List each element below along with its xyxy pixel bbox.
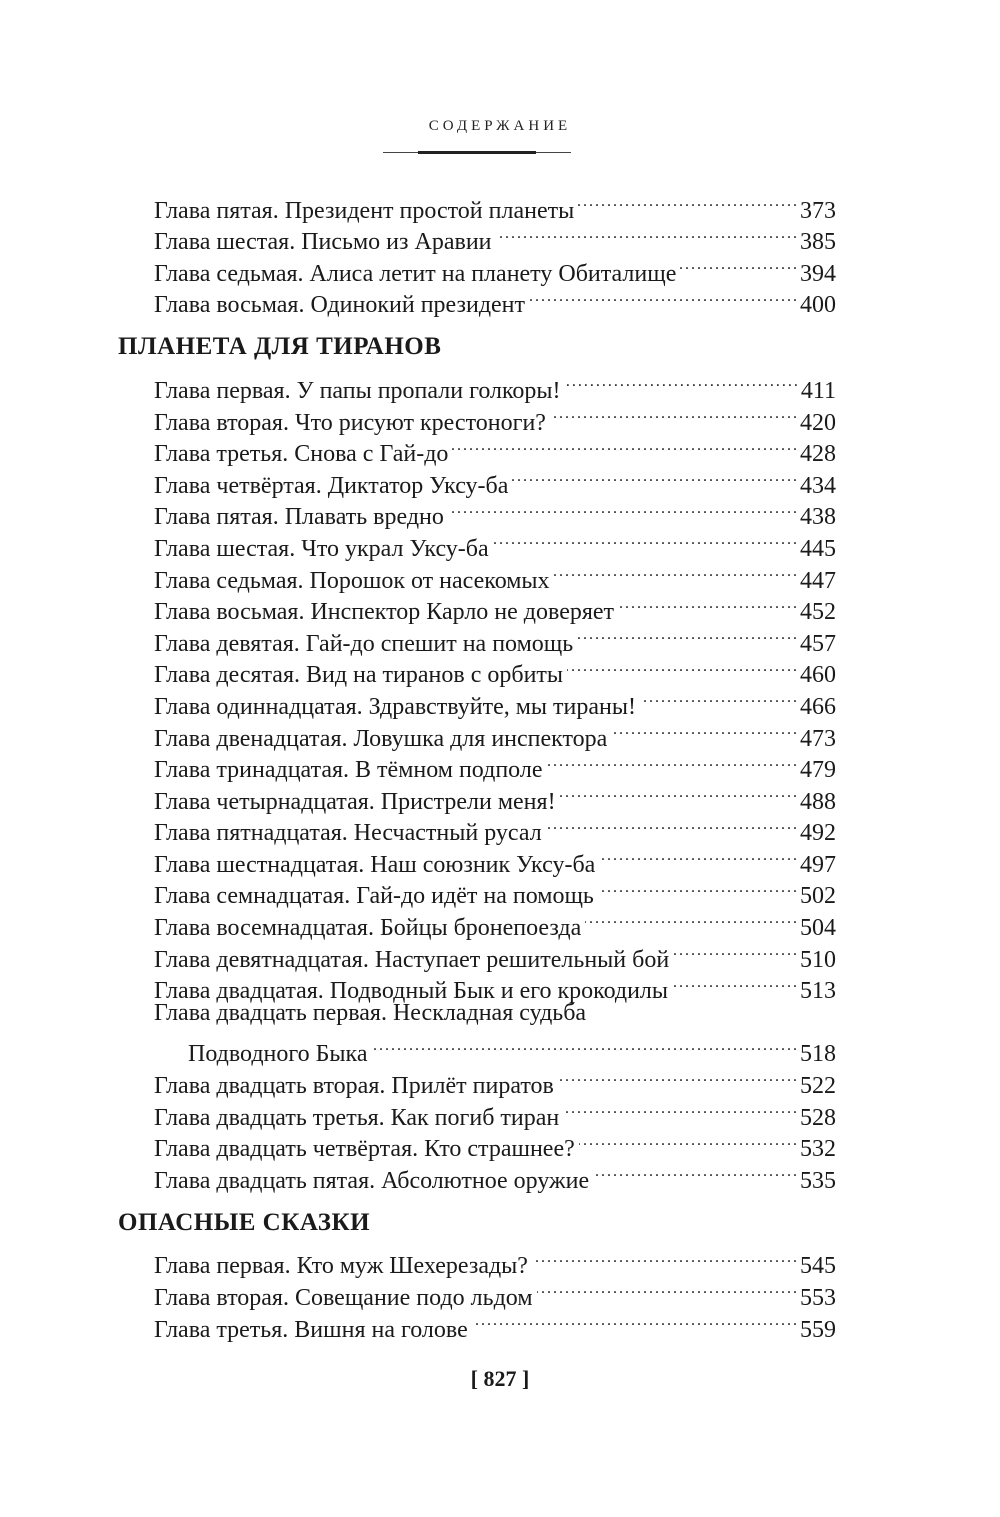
toc-entry-title: Глава двенадцатая. Ловушка для инспектора: [154, 725, 608, 752]
toc-entry-title: Глава двадцать третья. Как погиб тиран: [154, 1104, 560, 1131]
toc-entry-page: 438: [800, 504, 836, 531]
toc-entry-title: Глава шестнадцатая. Наш союзник Уксу-ба: [154, 851, 596, 878]
toc-entry-title: Глава восьмая. Инспектор Карло не доверяет: [154, 599, 615, 626]
toc-entry-page: 545: [800, 1253, 836, 1280]
dot-leader: [546, 809, 796, 841]
toc-entry-title: Глава четырнадцатая. Пристрели меня!: [154, 788, 556, 815]
dot-leader: [565, 366, 797, 398]
table-of-contents: [118, 186, 836, 1343]
dot-leader: [546, 746, 796, 778]
toc-entry-page: 479: [800, 757, 836, 784]
dot-leader: [560, 777, 796, 809]
toc-entry-page: 504: [800, 915, 836, 942]
toc-entry-page: 488: [800, 788, 836, 815]
header-divider-accent: [418, 151, 536, 154]
toc-entry-title: Глава двадцать вторая. Прилёт пиратов: [154, 1073, 554, 1100]
toc-entry[interactable]: [118, 1242, 836, 1280]
dot-leader: [577, 619, 796, 651]
toc-entry-title: Глава восемнадцатая. Бойцы бронепоезда: [154, 915, 582, 942]
dot-leader: [618, 588, 796, 620]
toc-entry-title: Глава вторая. Что рисуют крестоноги?: [154, 409, 546, 436]
toc-entry-page: 457: [800, 630, 836, 657]
toc-entry-title: Глава вторая. Совещание подо льдом: [154, 1285, 533, 1311]
page-header: [0, 118, 1000, 135]
toc-entry[interactable]: [118, 1030, 836, 1068]
toc-entry-page: 373: [800, 197, 836, 224]
dot-leader: [567, 651, 796, 683]
dot-leader: [593, 1156, 796, 1188]
toc-entry-page: 411: [800, 377, 836, 404]
toc-entry-page: 445: [800, 535, 836, 562]
toc-entry-page: 553: [800, 1285, 836, 1311]
toc-entry-page: 447: [800, 567, 836, 594]
toc-entry-page: 428: [800, 441, 836, 468]
page-number: [ 827 ]: [470, 1366, 530, 1391]
toc-entry-title: Глава шестая. Что украл Уксу-ба: [154, 535, 489, 562]
toc-entry-page: 460: [800, 662, 836, 689]
toc-entry-title: Глава двадцать пятая. Абсолютное оружие: [154, 1167, 590, 1194]
dot-leader: [672, 967, 796, 999]
section-entries: [118, 1242, 836, 1343]
dot-leader: [673, 935, 796, 967]
toc-entry-page: 513: [800, 978, 836, 1005]
toc-entry-title: Глава пятнадцатая. Несчастный русал: [154, 820, 542, 847]
toc-entry-title: Глава третья. Вишня на голове: [154, 1316, 468, 1343]
toc-entry-page: 559: [800, 1316, 836, 1343]
dot-leader: [529, 281, 796, 313]
dot-leader: [585, 903, 796, 935]
toc-entry-title: Глава первая. Кто муж Шехерезады?: [154, 1253, 528, 1280]
section-title: ОПАСНЫЕ СКАЗКИ: [118, 1208, 371, 1236]
toc-entry-title: Глава двадцатая. Подводный Бык и его крокодилы: [154, 978, 669, 1005]
toc-entry-title: Глава двадцать четвёртая. Кто страшнее?: [154, 1136, 575, 1163]
toc-entry-title: Глава шестая. Письмо из Аравии: [154, 229, 492, 256]
toc-entry-title: Глава тринадцатая. В тёмном подполе: [154, 757, 543, 784]
toc-entry-page: 434: [800, 472, 836, 499]
toc-section-tyrants: [118, 330, 836, 1194]
page-title: СОДЕРЖАНИЕ: [428, 118, 572, 134]
section-entries: [118, 1061, 836, 1194]
toc-entry-page: 492: [800, 820, 836, 847]
dot-leader: [599, 840, 796, 872]
toc-entry-page: 394: [800, 260, 836, 287]
toc-entry[interactable]: [118, 366, 836, 404]
toc-section-tales: [118, 1206, 836, 1343]
toc-entry-page: 532: [800, 1136, 836, 1163]
toc-entry-title: Глава четвёртая. Диктатор Уксу-ба: [154, 472, 509, 499]
dot-leader: [554, 556, 796, 588]
dot-leader: [640, 682, 796, 714]
dot-leader: [532, 1242, 796, 1274]
toc-entry-title: Глава пятая. Плавать вредно: [154, 504, 444, 531]
dot-leader: [537, 1273, 796, 1305]
toc-entry-page: 473: [800, 725, 836, 752]
toc-entry-title: Глава пятая. Президент простой планеты: [154, 197, 575, 224]
toc-entry-page: 528: [800, 1104, 836, 1131]
dot-leader: [579, 1125, 796, 1157]
toc-entry-title: Глава десятая. Вид на тиранов с орбиты: [154, 662, 564, 689]
dot-leader: [558, 1061, 796, 1093]
toc-entry-title: Глава седьмая. Порошок от насекомых: [154, 567, 550, 594]
toc-entry-page: 510: [800, 946, 836, 973]
toc-entry-title: Подводного Быка: [188, 1041, 368, 1068]
dot-leader: [472, 1305, 796, 1337]
toc-entry-title: Глава одиннадцатая. Здравствуйте, мы тираны!: [154, 693, 637, 720]
dot-leader: [598, 872, 796, 904]
toc-entry-title: Глава седьмая. Алиса летит на планету Обиталище: [154, 260, 677, 287]
dot-leader: [371, 1030, 796, 1062]
dot-leader: [578, 186, 796, 218]
dot-leader: [563, 1093, 796, 1125]
section-title: ПЛАНЕТА ДЛЯ ТИРАНОВ: [118, 333, 442, 361]
dot-leader: [550, 398, 796, 430]
toc-entry-page: 385: [800, 229, 836, 256]
dot-leader: [452, 430, 796, 462]
toc-entry-title: Глава восьмая. Одинокий президент: [154, 292, 526, 319]
dot-leader: [448, 493, 796, 525]
toc-entry-page: 497: [800, 851, 836, 878]
toc-entry-title: Глава девятнадцатая. Наступает решительный бой: [154, 946, 670, 973]
toc-entry-page: 535: [800, 1167, 836, 1194]
dot-leader: [512, 461, 796, 493]
toc-entry-title: Глава семнадцатая. Гай-до идёт на помощь: [154, 883, 594, 910]
toc-entry-page: 400: [800, 292, 836, 319]
toc-entry-title-line1[interactable]: Глава двадцать первая. Нескладная судьба: [154, 1000, 587, 1027]
dot-leader: [680, 249, 796, 281]
toc-entry-page: 452: [800, 599, 836, 626]
toc-entry-page: 466: [800, 693, 836, 720]
section-entries: [118, 366, 836, 1005]
dot-leader: [493, 524, 796, 556]
toc-entry-title: Глава первая. У папы пропали голкоры!: [154, 377, 561, 404]
toc-entry-title: Глава третья. Снова с Гай-до: [154, 441, 449, 468]
toc-entry-page: 420: [800, 409, 836, 436]
toc-entry-page: 522: [800, 1073, 836, 1100]
dot-leader: [611, 714, 796, 746]
dot-leader: [496, 218, 796, 250]
toc-entry-page: 518: [800, 1041, 836, 1068]
toc-entry-title: Глава девятая. Гай-до спешит на помощь: [154, 630, 574, 657]
toc-entry[interactable]: [118, 186, 836, 224]
toc-entry-page: 502: [800, 883, 836, 910]
toc-continued-entries: [118, 186, 836, 319]
